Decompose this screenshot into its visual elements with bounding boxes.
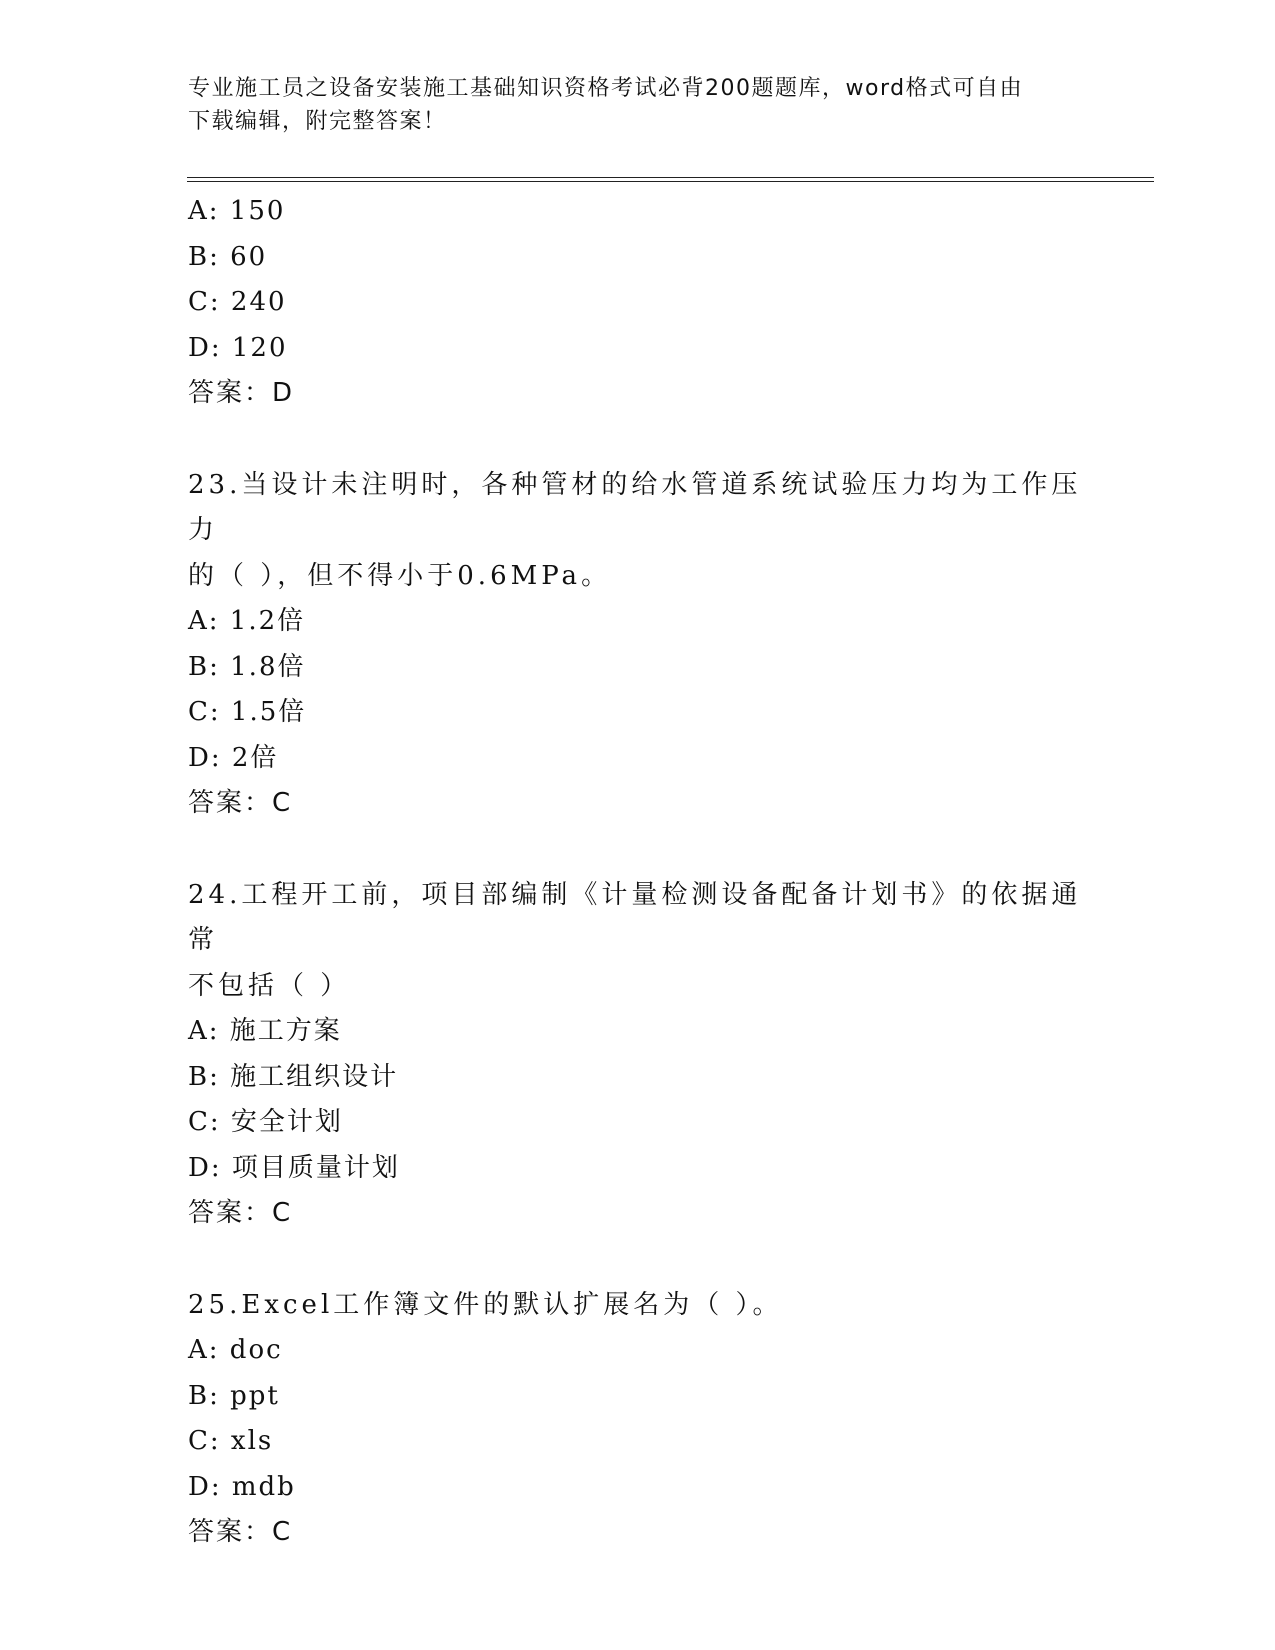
option-d: D: 项目质量计划 (188, 1152, 400, 1183)
spacer (188, 417, 1088, 463)
question-25 (188, 1283, 1088, 1556)
answer-label: 答案：D (188, 378, 295, 408)
answer-label: 答案：C (188, 788, 293, 818)
spacer (188, 1237, 1088, 1283)
question-stem (188, 1283, 1088, 1329)
question-stem (188, 463, 1088, 600)
header-divider (187, 177, 1154, 182)
option-a: A: doc (188, 1335, 283, 1365)
option-b: B: 60 (188, 241, 268, 272)
option-d: D: 2倍 (188, 742, 279, 773)
option-d: D: 120 (188, 332, 288, 363)
question-stem (188, 873, 1088, 1010)
answer-label: 答案：C (188, 1198, 293, 1228)
question-22-partial (188, 189, 1088, 417)
question-stem-line-2: 的（ ），但不得小于0.6MPa。 (188, 560, 612, 591)
document-header (188, 72, 1078, 138)
question-stem-line-2: 不包括（ ） (188, 970, 351, 1001)
question-23 (188, 463, 1088, 827)
document-body (188, 189, 1088, 1556)
option-c: C: 安全计划 (188, 1107, 343, 1137)
option-a: A: 施工方案 (188, 1016, 342, 1046)
option-c: C: 1.5倍 (188, 697, 307, 727)
header-line-1: 专业施工员之设备安装施工基础知识资格考试必背200题题库，word格式可自由 (188, 76, 1024, 101)
question-stem-line-1: 24.工程开工前，项目部编制《计量检测设备配备计划书》的依据通常 (188, 879, 1082, 955)
option-b: B: ppt (188, 1380, 280, 1411)
option-b: B: 施工组织设计 (188, 1061, 399, 1092)
option-c: C: 240 (188, 287, 287, 317)
option-c: C: xls (188, 1426, 274, 1456)
option-a: A: 1.2倍 (188, 606, 306, 636)
option-a: A: 150 (188, 196, 286, 226)
header-line-2: 下载编辑，附完整答案！ (188, 109, 447, 134)
question-stem-line-1: 25.Excel工作簿文件的默认扩展名为（ ）。 (188, 1289, 783, 1320)
option-d: D: mdb (188, 1471, 296, 1502)
spacer (188, 827, 1088, 873)
answer-label: 答案：C (188, 1517, 293, 1547)
question-24 (188, 873, 1088, 1237)
option-b: B: 1.8倍 (188, 651, 306, 682)
question-stem-line-1: 23.当设计未注明时，各种管材的给水管道系统试验压力均为工作压力 (188, 469, 1082, 545)
